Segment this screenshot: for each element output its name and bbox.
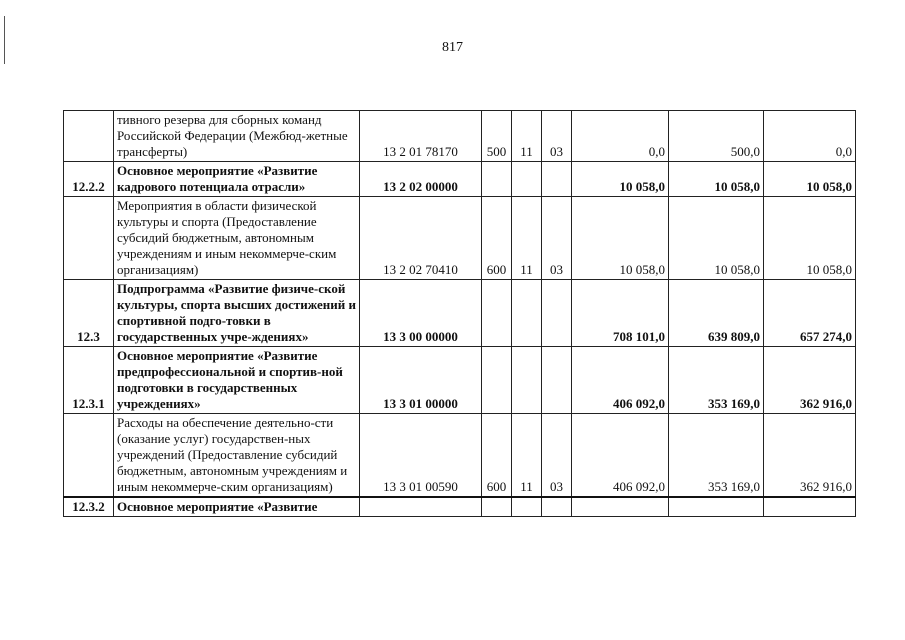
amount-year-3: 362 916,0: [764, 414, 856, 498]
section-code: 11: [512, 414, 542, 498]
amount-year-2: 353 169,0: [669, 347, 764, 414]
page-number: 817: [442, 40, 463, 55]
section-code: [512, 497, 542, 517]
expense-type: [482, 497, 512, 517]
target-code: 13 2 02 70410: [360, 197, 482, 280]
row-name: Подпрограмма «Развитие физиче-ской культуры, спорта высших достижений и спортивной подго-товки в государственных учре-ждениях»: [114, 280, 360, 347]
amount-year-2: 353 169,0: [669, 414, 764, 498]
amount-year-3: 10 058,0: [764, 162, 856, 197]
row-number: 12.2.2: [64, 162, 114, 197]
section-code: 11: [512, 111, 542, 162]
amount-year-1: 406 092,0: [572, 347, 669, 414]
subsection-code: 03: [542, 111, 572, 162]
row-name: Основное мероприятие «Развитие предпрофессиональной и спортив-ной подготовки в государственных учреждениях»: [114, 347, 360, 414]
table-row: [64, 162, 856, 197]
budget-table: [63, 110, 856, 517]
amount-year-3: 0,0: [764, 111, 856, 162]
target-code: 13 3 00 00000: [360, 280, 482, 347]
expense-type: [482, 162, 512, 197]
row-name: Расходы на обеспечение деятельно-сти (оказание услуг) государствен-ных учреждений (Предоставление субсидий бюджетным, автономным учреждениям и иным некоммерче-ским организациям): [114, 414, 360, 498]
amount-year-1: 10 058,0: [572, 197, 669, 280]
target-code: 13 3 01 00590: [360, 414, 482, 498]
amount-year-1: 406 092,0: [572, 414, 669, 498]
row-number: [64, 414, 114, 498]
table-row: [64, 497, 856, 517]
amount-year-2: 500,0: [669, 111, 764, 162]
expense-type: 500: [482, 111, 512, 162]
amount-year-3: 362 916,0: [764, 347, 856, 414]
amount-year-3: 657 274,0: [764, 280, 856, 347]
expense-type: 600: [482, 414, 512, 498]
subsection-code: 03: [542, 414, 572, 498]
subsection-code: 03: [542, 197, 572, 280]
table-row: [64, 414, 856, 498]
expense-type: [482, 280, 512, 347]
row-number: [64, 111, 114, 162]
subsection-code: [542, 347, 572, 414]
row-name: Основное мероприятие «Развитие: [114, 497, 360, 517]
amount-year-2: 10 058,0: [669, 162, 764, 197]
target-code: 13 3 01 00000: [360, 347, 482, 414]
row-number: 12.3.1: [64, 347, 114, 414]
row-name: тивного резерва для сборных команд Российской Федерации (Межбюд-жетные трансферты): [114, 111, 360, 162]
table-row: [64, 347, 856, 414]
row-name: Основное мероприятие «Развитие кадрового потенциала отрасли»: [114, 162, 360, 197]
subsection-code: [542, 280, 572, 347]
table-row: [64, 197, 856, 280]
amount-year-3: [764, 497, 856, 517]
section-code: [512, 347, 542, 414]
row-name: Мероприятия в области физической культуры и спорта (Предоставление субсидий бюджетным, автономным учреждениям и иным некоммерче-ским организациям): [114, 197, 360, 280]
table-row: [64, 280, 856, 347]
subsection-code: [542, 162, 572, 197]
table-row: [64, 111, 856, 162]
target-code: 13 2 01 78170: [360, 111, 482, 162]
row-number: [64, 197, 114, 280]
amount-year-1: 10 058,0: [572, 162, 669, 197]
amount-year-1: [572, 497, 669, 517]
amount-year-3: 10 058,0: [764, 197, 856, 280]
expense-type: [482, 347, 512, 414]
expense-type: 600: [482, 197, 512, 280]
subsection-code: [542, 497, 572, 517]
target-code: [360, 497, 482, 517]
target-code: 13 2 02 00000: [360, 162, 482, 197]
row-number: 12.3.2: [64, 497, 114, 517]
row-number: 12.3: [64, 280, 114, 347]
amount-year-1: 0,0: [572, 111, 669, 162]
amount-year-2: [669, 497, 764, 517]
section-code: [512, 280, 542, 347]
amount-year-1: 708 101,0: [572, 280, 669, 347]
amount-year-2: 639 809,0: [669, 280, 764, 347]
section-code: [512, 162, 542, 197]
section-code: 11: [512, 197, 542, 280]
amount-year-2: 10 058,0: [669, 197, 764, 280]
